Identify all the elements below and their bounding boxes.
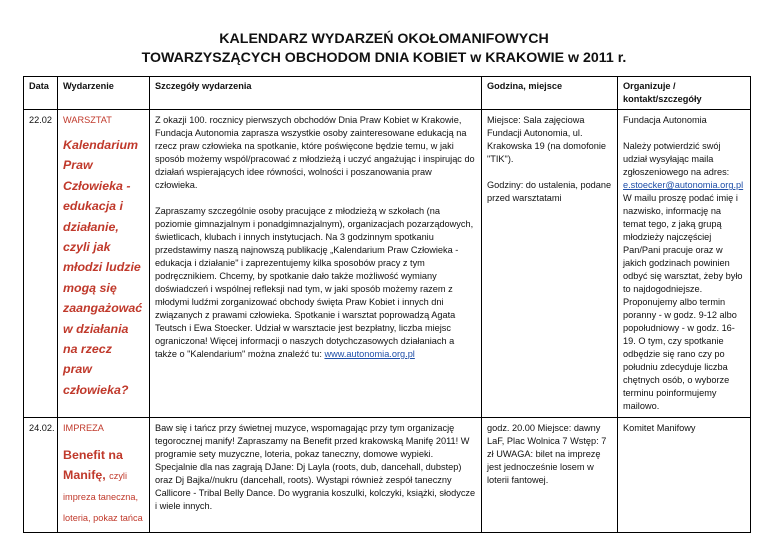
- title-line-1: KALENDARZ WYDARZEŃ OKOŁOMANIFOWYCH: [219, 31, 549, 47]
- organizer-name: Fundacja Autonomia: [623, 115, 707, 125]
- row-organizer-cell: Komitet Manifowy: [618, 418, 751, 533]
- header-event: Wydarzenie: [58, 77, 150, 110]
- website-link[interactable]: www.autonomia.org.pl: [324, 349, 415, 359]
- event-name: [63, 445, 144, 528]
- row-details-cell: Baw się i tańcz przy świetnej muzyce, wspomagając przy tym organizację tegorocznej manify! Zapraszamy na Benefit przed krakowską Manifę 2011! W programie sety muzyczne, loteria, pokaz taneczny, domowe wypieki. Specjalnie dla nas zagrają DJane: Dj Layla (roots, dub, dancehall, dubstep) oraz Dj Bajka//nukru (dancehall, roots). Wystąpi również zespół taneczny Callicore - Tribal Belly Dance. Do wygrania koszulki, kolczyki, książki, słodycze i wiele innych.: [150, 418, 482, 533]
- organizer-info: Należy potwierdzić swój udział wysyłając maila zgłoszeniowego na adres:: [623, 141, 730, 177]
- event-type: WARSZTAT: [63, 115, 112, 125]
- header-organizer: Organizuje / kontakt/szczegóły: [618, 77, 751, 110]
- event-name-suffix: czyli impreza taneczna, loteria, pokaz tańca: [63, 471, 143, 523]
- row-event-cell: [58, 110, 150, 418]
- event-name: Kalendarium Praw Człowieka - edukacja i działanie, czyli jak młodzi ludzie mogą się zaangażować w działania na rzecz praw człowieka?: [63, 138, 143, 397]
- document-title: [0, 30, 768, 68]
- row-event-cell: [58, 418, 150, 533]
- row-place-cell: godz. 20.00 Miejsce: dawny LaF, Plac Wolnica 7 Wstęp: 7 zł UWAGA: bilet na imprezę jest jednocześnie losem w loterii fantowej.: [482, 418, 618, 533]
- header-time-place: Godzina, miejsce: [482, 77, 618, 110]
- place-text: Miejsce: Sala zajęciowa Fundacji Autonomia, ul. Krakowska 19 (na domofonie "TIK").: [487, 115, 606, 164]
- row-organizer-cell: [618, 110, 751, 418]
- row-place-cell: [482, 110, 618, 418]
- events-table: [23, 76, 751, 533]
- table-header-row: [24, 77, 751, 110]
- table-row: [24, 110, 751, 418]
- title-line-2: TOWARZYSZĄCYCH OBCHODOM DNIA KOBIET w KRAKOWIE w 2011 r.: [141, 50, 627, 66]
- organizer-details: W mailu proszę podać imię i nazwisko, informację na temat tego, z jaką grupą młodzieży najczęściej Pan/Pani pracuje oraz w jakich godzinach powinien odbyć się warsztat, żeby było to najdogodniejsze. Proponujemy albo termin poranny - w godz. 9-12 albo popołudniowy - w godz. 16-19. O tym, czy spotkanie odbędzie się rano czy po południu zdecyduje liczba chętnych osób, o wyborze terminu poinformujemy mailowo.: [623, 193, 743, 411]
- table-row: [24, 418, 751, 533]
- details-paragraph: [155, 205, 476, 361]
- event-name-main: Benefit na Manifę,: [63, 448, 123, 482]
- hours-text: Godziny: do ustalenia, podane przed warsztatami: [487, 180, 612, 203]
- row-details-cell: [150, 110, 482, 418]
- details-text: Zapraszamy szczególnie osoby pracujące z młodzieżą w szkołach (na poziomie gimnazjalnym i ponadgimnazjalnym), organizacjach pozarządowych, świetlicach, klubach i innych instytucjach. Na 3 godzinnym spotkaniu przedstawimy naszą najnowszą publikację „Kalendarium Praw Człowieka - edukacja i działanie" i zaprezentujemy kilka sposobów pracy z tym podręcznikiem. Chcemy, by spotkanie dało także możliwość wymiany doświadczeń i wspólnej refleksji nad tym, w jaki sposób możemy razem z młodymi ludźmi zorganizować obchody święta Praw Kobiet i innych dni związanych z prawami człowieka. Spotkanie i warsztat poprowadzą Agata Teutsch i Ewa Stoecker. Udział w warsztacie jest bezpłatny, liczba miejsc ograniczona! Więcej informacji o naszych dotychczasowych działaniach a także o "Kalendarium" można znaleźć tu:: [155, 206, 474, 359]
- row-date: 22.02: [24, 110, 58, 418]
- event-type: IMPREZA: [63, 423, 104, 433]
- header-date: Data: [24, 77, 58, 110]
- details-paragraph: Z okazji 100. rocznicy pierwszych obchodów Dnia Praw Kobiet w Krakowie, Fundacja Autonomia zaprasza wszystkie osoby zainteresowane edukacją na rzecz praw człowieka na spotkanie, które poświęcone będzie temu, w jaki sposób możemy wspól/pracować z młodzieżą i uczyć angażując i inspirując do działań wspierających idee równości, wolności i poszanowania praw człowieka.: [155, 115, 475, 190]
- row-date: 24.02.: [24, 418, 58, 533]
- header-details: Szczegóły wydarzenia: [150, 77, 482, 110]
- email-link[interactable]: e.stoecker@autonomia.org.pl: [623, 180, 744, 190]
